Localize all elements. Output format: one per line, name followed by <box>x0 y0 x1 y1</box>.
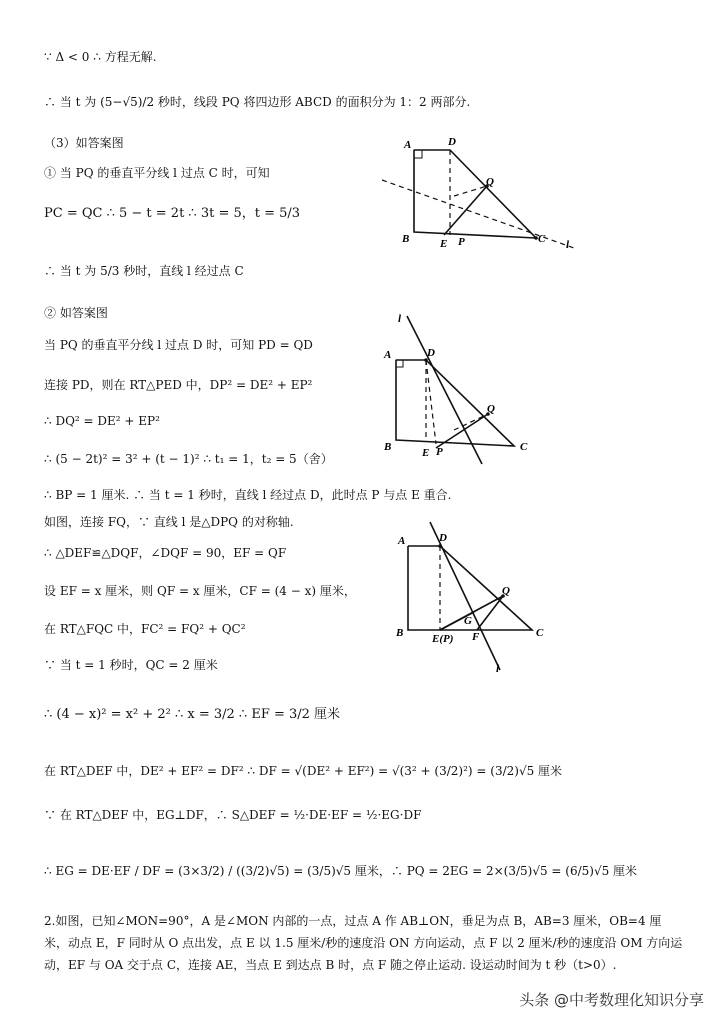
watermark: 头条 @中考数理化知识分享 <box>519 991 704 1009</box>
text-line: ∴ EG = DE·EF / DF = (3×3/2) / ((3/2)√5) = (3/5)√5 厘米，∴ PQ = 2EG = 2×(3/5)√5 = (6/5)√5 厘米 <box>44 864 638 878</box>
label-C: C <box>520 441 528 453</box>
text-line: ∴ △DEF≌△DQF，∠DQF = 90，EF = QF <box>44 546 287 560</box>
text-line: 在 RT△DEF 中，DE² + EF² = DF² ∴ DF = √(DE² + EF²) = √(3² + (3/2)²) = (3/2)√5 厘米 <box>44 764 563 778</box>
label-C: C <box>538 233 546 245</box>
label-G: G <box>464 615 472 627</box>
label-A: A <box>384 349 392 361</box>
label-B: B <box>384 441 392 453</box>
text-line: ∵ 在 RT△DEF 中，EG⊥DF，∴ S△DEF = ½·DE·EF = ½·EG·DF <box>44 808 422 822</box>
text-line: PC = QC ∴ 5 − t = 2t ∴ 3t = 5，t = 5/3 <box>44 206 301 221</box>
text-line: 连接 PD，则在 RT△PED 中，DP² = DE² + EP² <box>44 378 313 392</box>
text-line: ① 当 PQ 的垂直平分线 l 过点 C 时，可知 <box>44 166 270 180</box>
label-Q: Q <box>486 176 494 188</box>
label-D: D <box>427 347 435 359</box>
text-line: ∴ BP = 1 厘米. ∴ 当 t = 1 秒时，直线 l 经过点 D，此时点 P 与点 E 重合. <box>44 488 452 502</box>
label-B: B <box>396 627 404 639</box>
label-C: C <box>536 627 544 639</box>
label-D: D <box>448 136 456 148</box>
text-line: ② 如答案图 <box>44 306 108 320</box>
label-l: l <box>496 663 500 675</box>
text-line: ∵ Δ < 0 ∴ 方程无解. <box>44 50 157 64</box>
text-line: （3）如答案图 <box>44 136 124 150</box>
text-line: ∴ 当 t 为 5/3 秒时，直线 l 经过点 C <box>44 264 244 278</box>
text-line: ∵ 当 t = 1 秒时，QC = 2 厘米 <box>44 658 218 672</box>
text-line: 如图，连接 FQ，∵ 直线 l 是△DPQ 的对称轴. <box>44 515 294 529</box>
label-E: E <box>440 238 448 250</box>
label-A: A <box>398 535 406 547</box>
text-line: 在 RT△FQC 中，FC² = FQ² + QC² <box>44 622 246 636</box>
figure-3 <box>392 516 562 676</box>
label-E: E <box>422 447 430 459</box>
label-P: P <box>458 236 465 248</box>
problem-2-paragraph: 2.如图，已知∠MON=90°，A 是∠MON 内部的一点，过点 A 作 AB⊥ON，垂足为点 B，AB=3 厘米，OB=4 厘米，动点 E，F 同时从 O 点出发，点 E 以 1.5 厘米/秒的速度沿 ON 方向运动，点 F 以 2 厘米/秒的速度沿 OM 方向运动，EF 与 OA 交于点 C，连接 AE，当点 E 到达点 B 时，点 F 随之停止运动. 设运动时间为 t 秒（t>0）. <box>44 914 683 972</box>
label-l: l <box>566 239 570 251</box>
text-line: ∴ (5 − 2t)² = 3² + (t − 1)² ∴ t₁ = 1，t₂ = 5（舍） <box>44 452 333 466</box>
text-line: ∴ DQ² = DE² + EP² <box>44 414 160 428</box>
label-F: F <box>472 631 480 643</box>
label-B: B <box>402 233 410 245</box>
text-line: ∴ 当 t 为 (5−√5)/2 秒时，线段 PQ 将四边形 ABCD 的面积分为 1：2 两部分. <box>44 95 471 109</box>
label-E-P: E(P) <box>432 633 454 645</box>
label-D: D <box>439 532 447 544</box>
label-Q: Q <box>487 403 495 415</box>
label-P: P <box>436 446 443 458</box>
text-line: 当 PQ 的垂直平分线 l 过点 D 时，可知 PD = QD <box>44 338 313 352</box>
label-A: A <box>404 139 412 151</box>
figure-2 <box>374 308 554 468</box>
text-line: ∴ (4 − x)² = x² + 2² ∴ x = 3/2 ∴ EF = 3/2 厘米 <box>44 707 341 722</box>
text-line: 设 EF = x 厘米，则 QF = x 厘米，CF = (4 − x) 厘米， <box>44 584 356 598</box>
label-Q: Q <box>502 585 510 597</box>
figure-1 <box>370 128 580 258</box>
label-l: l <box>398 313 402 325</box>
